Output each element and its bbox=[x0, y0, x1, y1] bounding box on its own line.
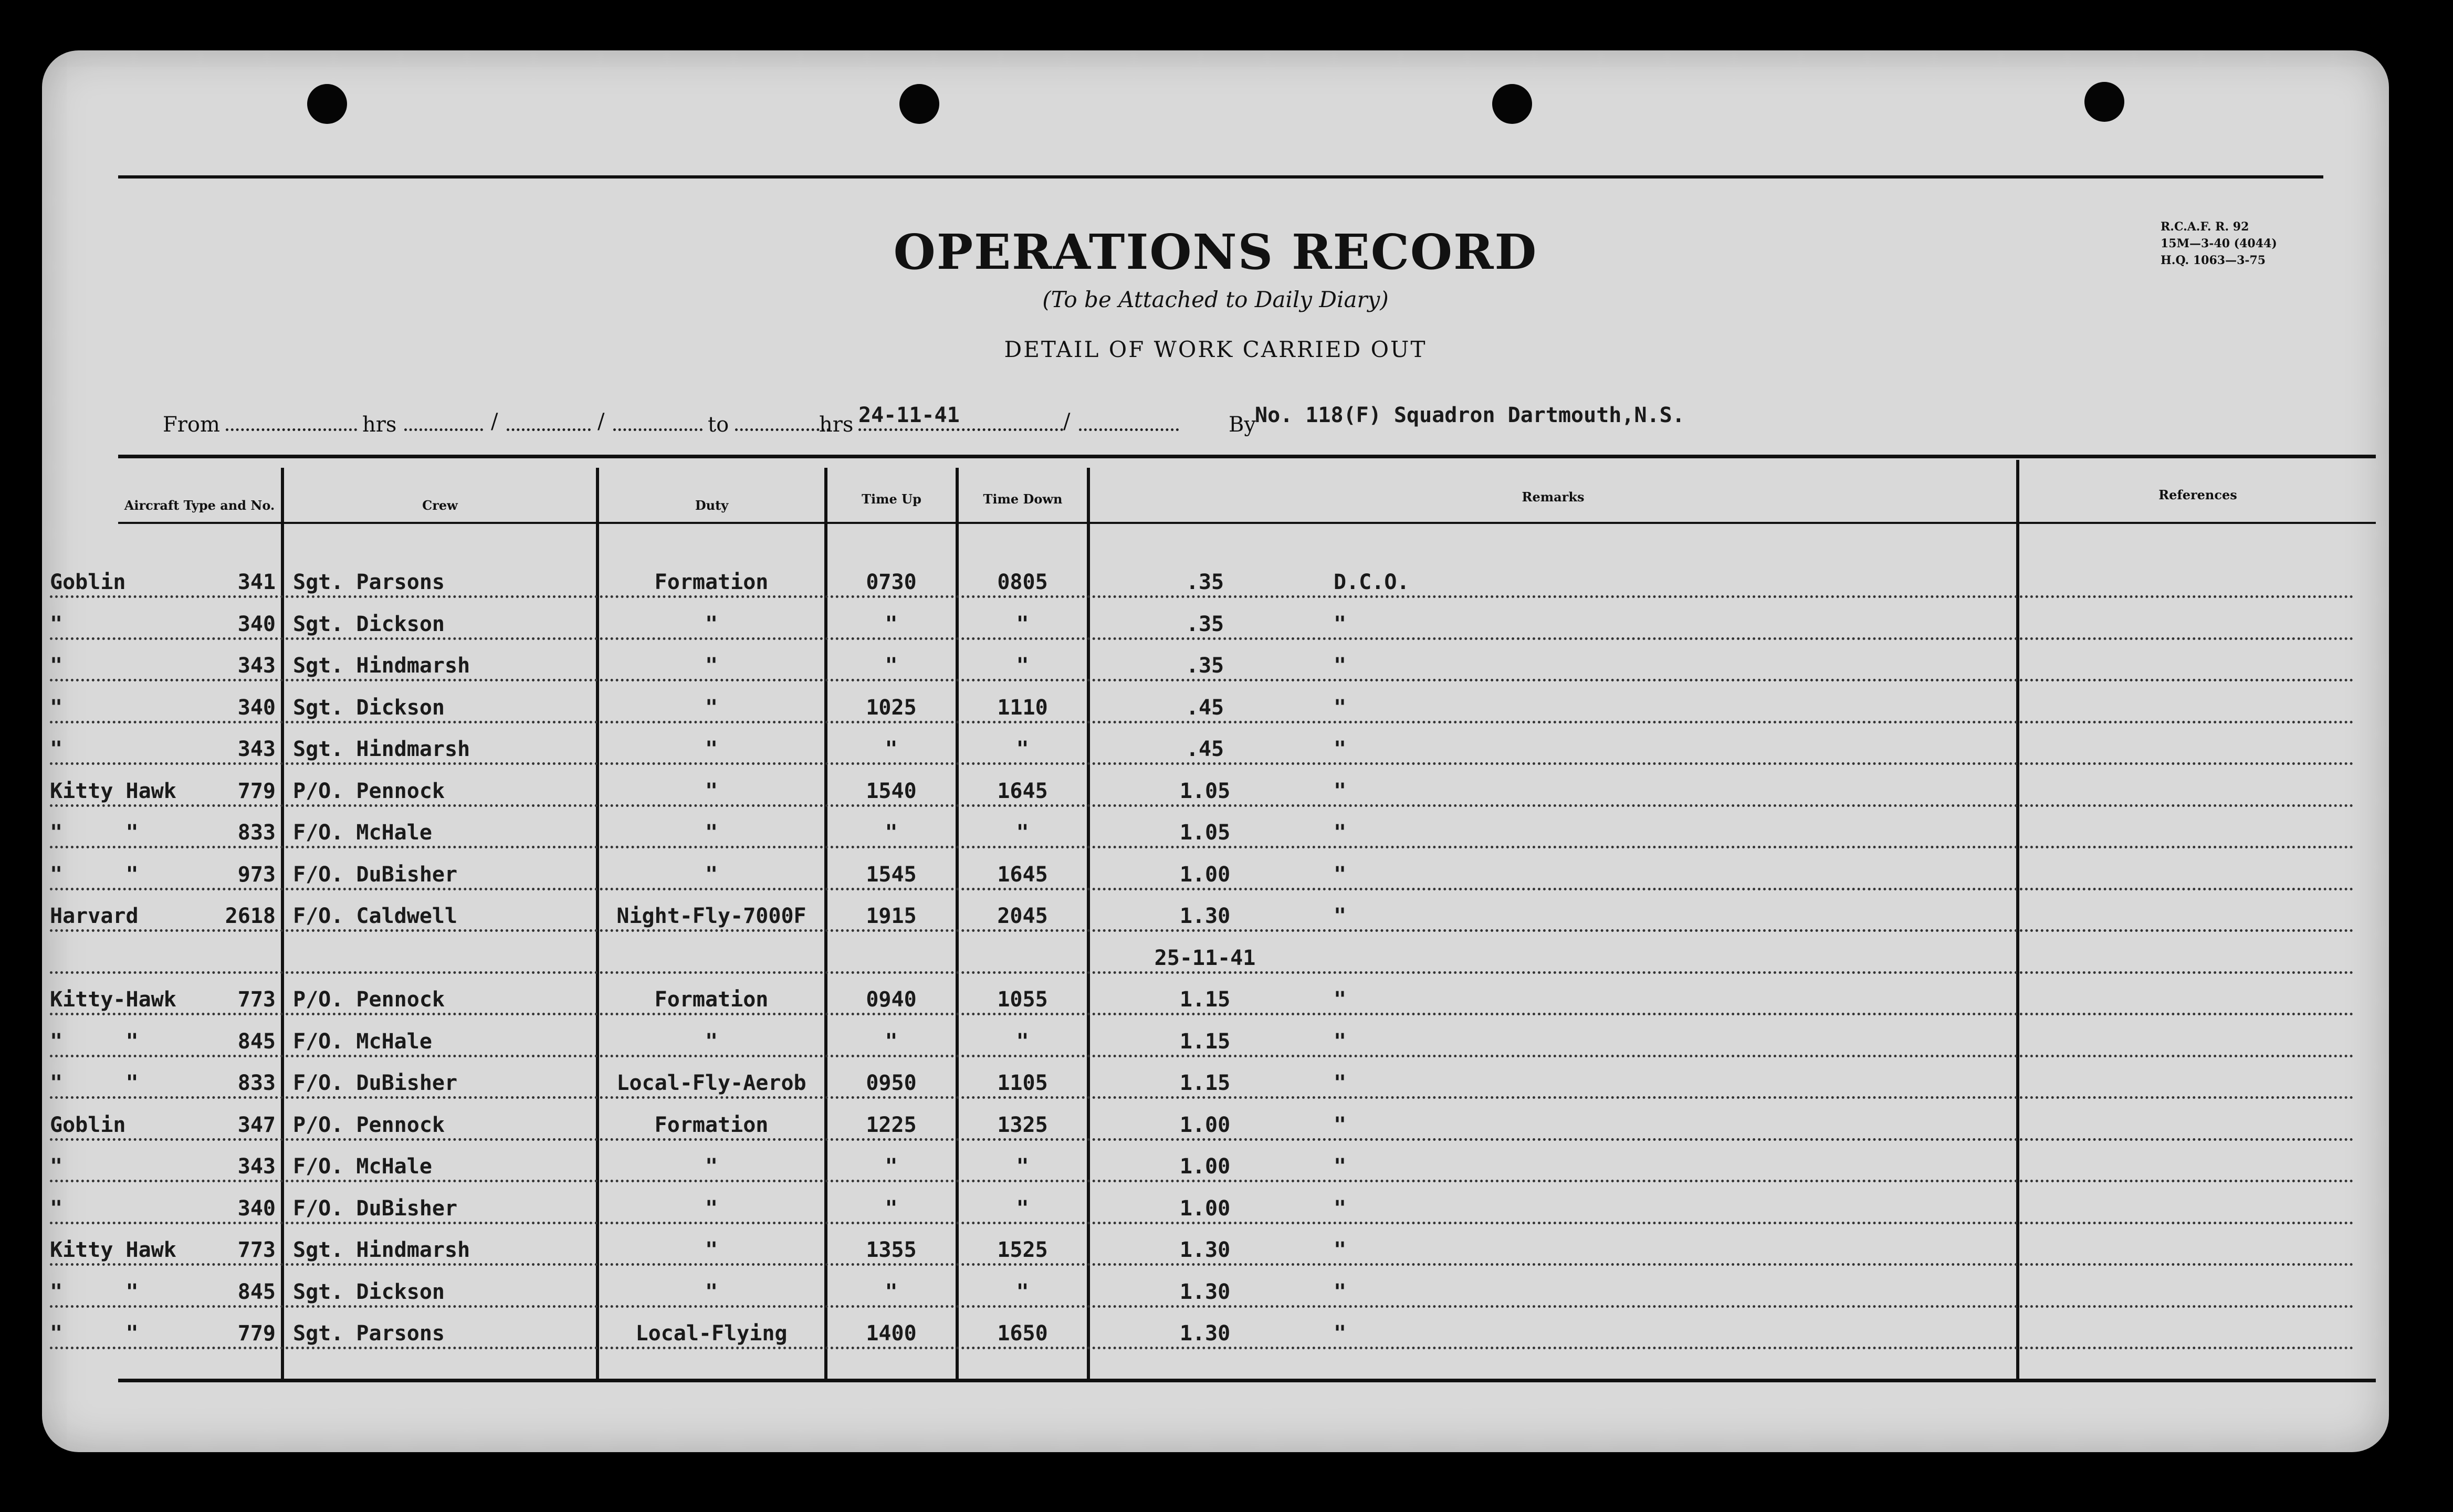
header-rule bbox=[118, 522, 2376, 524]
cell-remark: " bbox=[1334, 695, 1347, 720]
cell-crew: Sgt. Parsons bbox=[293, 1321, 445, 1346]
cell-duty: " bbox=[705, 1154, 718, 1179]
row-dotted-rule bbox=[50, 971, 2355, 974]
cell-no: 347 bbox=[237, 1112, 276, 1137]
cell-up: " bbox=[885, 1196, 898, 1221]
cell-dur: 1.30 bbox=[1179, 1279, 1231, 1304]
cell-type: " " bbox=[50, 1279, 139, 1304]
cell-type: Kitty Hawk bbox=[50, 1238, 176, 1262]
row-dotted-rule bbox=[50, 595, 2355, 598]
cell-crew: F/O. Caldwell bbox=[293, 904, 458, 928]
to-field bbox=[735, 428, 830, 431]
cell-no: 973 bbox=[237, 862, 276, 887]
cell-no: 340 bbox=[237, 612, 276, 636]
cell-down: 1645 bbox=[997, 779, 1048, 803]
cell-down: 1325 bbox=[997, 1112, 1048, 1137]
page-title: OPERATIONS RECORD bbox=[893, 224, 1538, 280]
cell-type: " bbox=[50, 695, 63, 720]
cell-crew: P/O. Pennock bbox=[293, 988, 445, 1012]
cell-up: 0950 bbox=[866, 1071, 917, 1095]
cell-crew: F/O. McHale bbox=[293, 1029, 432, 1054]
from-field bbox=[226, 428, 357, 431]
cell-up: " bbox=[885, 1154, 898, 1179]
cell-crew: F/O. DuBisher bbox=[293, 1071, 458, 1095]
cell-duty: " bbox=[705, 695, 718, 720]
row-dotted-rule bbox=[50, 1305, 2355, 1308]
cell-remark: " bbox=[1334, 779, 1347, 803]
cell-dur: 1.15 bbox=[1179, 988, 1231, 1012]
cell-crew: Sgt. Hindmarsh bbox=[293, 1238, 470, 1262]
cell-remark: " bbox=[1334, 1029, 1347, 1054]
row-dotted-rule bbox=[50, 929, 2355, 932]
cell-duty: " bbox=[705, 737, 718, 761]
from-label: From bbox=[163, 413, 220, 437]
cell-dur: 1.00 bbox=[1179, 1112, 1231, 1137]
hrs-label: hrs bbox=[819, 413, 854, 437]
date-value: 24-11-41 bbox=[858, 403, 960, 427]
cell-crew: Sgt. Dickson bbox=[293, 612, 445, 636]
cell-no: 341 bbox=[237, 570, 276, 594]
cell-dur: 1.00 bbox=[1179, 1196, 1231, 1221]
cell-remark: " bbox=[1334, 612, 1347, 636]
col-sep bbox=[956, 468, 959, 1379]
cell-dur: 1.05 bbox=[1179, 779, 1231, 803]
cell-type: Goblin bbox=[50, 570, 126, 594]
cell-type: " " bbox=[50, 1321, 139, 1346]
cell-up: 1400 bbox=[866, 1321, 917, 1346]
slash: / bbox=[491, 410, 498, 434]
top-rule bbox=[118, 175, 2323, 178]
cell-duty: " bbox=[705, 1029, 718, 1054]
cell-down: " bbox=[1016, 1154, 1029, 1179]
cell-dur: 1.30 bbox=[1179, 1238, 1231, 1262]
cell-duty: Local-Fly-Aerob bbox=[616, 1071, 806, 1095]
cell-dur: .45 bbox=[1186, 695, 1224, 720]
cell-down: 1525 bbox=[997, 1238, 1048, 1262]
header-references: References bbox=[2158, 487, 2237, 502]
cell-dur: 1.05 bbox=[1179, 821, 1231, 845]
cell-no: 2618 bbox=[225, 904, 276, 928]
cell-dur: 1.15 bbox=[1179, 1029, 1231, 1054]
cell-crew: F/O. McHale bbox=[293, 821, 432, 845]
cell-type: " " bbox=[50, 862, 139, 887]
col-sep bbox=[281, 468, 284, 1379]
cell-dur: .45 bbox=[1186, 737, 1224, 761]
cell-duty: " bbox=[705, 821, 718, 845]
cell-no: 833 bbox=[237, 1071, 276, 1095]
cell-duty: Formation bbox=[654, 1112, 769, 1137]
cell-up: 0940 bbox=[866, 988, 917, 1012]
header-time-up: Time Up bbox=[862, 491, 921, 507]
row-dotted-rule bbox=[50, 1180, 2355, 1182]
cell-down: " bbox=[1016, 1279, 1029, 1304]
cell-duty: " bbox=[705, 862, 718, 887]
row-dotted-rule bbox=[50, 1222, 2355, 1224]
col-sep bbox=[596, 468, 599, 1379]
hrs-field bbox=[404, 428, 483, 431]
cell-duty: " bbox=[705, 654, 718, 678]
cell-dur: 25-11-41 bbox=[1154, 946, 1256, 970]
row-dotted-rule bbox=[50, 637, 2355, 640]
table-top-rule bbox=[118, 455, 2376, 458]
cell-remark: " bbox=[1334, 988, 1347, 1012]
cell-up: " bbox=[885, 1029, 898, 1054]
row-dotted-rule bbox=[50, 1263, 2355, 1266]
cell-remark: " bbox=[1334, 1112, 1347, 1137]
punch-hole bbox=[899, 84, 939, 124]
cell-remark: " bbox=[1334, 1279, 1347, 1304]
cell-remark: D.C.O. bbox=[1334, 570, 1410, 594]
date-field bbox=[858, 428, 1063, 431]
cell-up: " bbox=[885, 654, 898, 678]
cell-up: " bbox=[885, 821, 898, 845]
cell-up: 1355 bbox=[866, 1238, 917, 1262]
cell-remark: " bbox=[1334, 904, 1347, 928]
year-field bbox=[613, 428, 703, 431]
cell-down: " bbox=[1016, 612, 1029, 636]
cell-no: 845 bbox=[237, 1279, 276, 1304]
table-bottom-rule bbox=[118, 1379, 2376, 1382]
cell-duty: Formation bbox=[654, 988, 769, 1012]
cell-crew: P/O. Pennock bbox=[293, 779, 445, 803]
cell-duty: " bbox=[705, 612, 718, 636]
header-crew: Crew bbox=[422, 498, 458, 513]
cell-type: Kitty Hawk bbox=[50, 779, 176, 803]
cell-crew: F/O. McHale bbox=[293, 1154, 432, 1179]
row-dotted-rule bbox=[50, 1096, 2355, 1099]
cell-no: 845 bbox=[237, 1029, 276, 1054]
cell-remark: " bbox=[1334, 1196, 1347, 1221]
day-field bbox=[507, 428, 591, 431]
cell-up: 0730 bbox=[866, 570, 917, 594]
cell-no: 773 bbox=[237, 1238, 276, 1262]
cell-no: 340 bbox=[237, 695, 276, 720]
hrs-label: hrs bbox=[362, 413, 397, 437]
cell-remark: " bbox=[1334, 654, 1347, 678]
cell-dur: 1.15 bbox=[1179, 1071, 1231, 1095]
cell-down: 1650 bbox=[997, 1321, 1048, 1346]
cell-crew: F/O. DuBisher bbox=[293, 862, 458, 887]
row-dotted-rule bbox=[50, 762, 2355, 765]
cell-no: 343 bbox=[237, 1154, 276, 1179]
cell-down: " bbox=[1016, 821, 1029, 845]
cell-no: 773 bbox=[237, 988, 276, 1012]
cell-dur: .35 bbox=[1186, 570, 1224, 594]
row-dotted-rule bbox=[50, 721, 2355, 723]
cell-down: 2045 bbox=[997, 904, 1048, 928]
cell-down: 1110 bbox=[997, 695, 1048, 720]
cell-down: " bbox=[1016, 737, 1029, 761]
col-sep bbox=[1087, 468, 1090, 1379]
row-dotted-rule bbox=[50, 1013, 2355, 1015]
cell-no: 343 bbox=[237, 654, 276, 678]
by-label: By bbox=[1229, 413, 1256, 437]
squadron-value: No. 118(F) Squadron Dartmouth,N.S. bbox=[1255, 403, 1685, 427]
row-dotted-rule bbox=[50, 1138, 2355, 1141]
cell-type: Kitty-Hawk bbox=[50, 988, 176, 1012]
cell-remark: " bbox=[1334, 1238, 1347, 1262]
col-sep bbox=[824, 468, 827, 1379]
cell-no: 343 bbox=[237, 737, 276, 761]
cell-down: 1105 bbox=[997, 1071, 1048, 1095]
cell-type: " bbox=[50, 1196, 63, 1221]
slash: / bbox=[1063, 410, 1071, 434]
punch-hole bbox=[307, 84, 347, 124]
slash: / bbox=[597, 410, 605, 434]
header-time-down: Time Down bbox=[983, 491, 1063, 507]
cell-crew: Sgt. Hindmarsh bbox=[293, 654, 470, 678]
cell-dur: .35 bbox=[1186, 654, 1224, 678]
row-dotted-rule bbox=[50, 846, 2355, 848]
cell-remark: " bbox=[1334, 862, 1347, 887]
cell-down: 1645 bbox=[997, 862, 1048, 887]
row-dotted-rule bbox=[50, 888, 2355, 890]
record-card bbox=[42, 50, 2389, 1452]
page-subtitle: (To be Attached to Daily Diary) bbox=[1042, 287, 1389, 312]
cell-down: " bbox=[1016, 1196, 1029, 1221]
cell-duty: " bbox=[705, 1279, 718, 1304]
cell-type: " bbox=[50, 1154, 63, 1179]
cell-up: 1225 bbox=[866, 1112, 917, 1137]
cell-no: 833 bbox=[237, 821, 276, 845]
cell-up: " bbox=[885, 1279, 898, 1304]
cell-down: 1055 bbox=[997, 988, 1048, 1012]
cell-type: " bbox=[50, 612, 63, 636]
cell-crew: P/O. Pennock bbox=[293, 1112, 445, 1137]
cell-dur: 1.00 bbox=[1179, 862, 1231, 887]
cell-duty: " bbox=[705, 1196, 718, 1221]
date2-field bbox=[1079, 428, 1179, 431]
cell-down: 0805 bbox=[997, 570, 1048, 594]
cell-no: 779 bbox=[237, 1321, 276, 1346]
cell-remark: " bbox=[1334, 1071, 1347, 1095]
cell-crew: Sgt. Dickson bbox=[293, 1279, 445, 1304]
cell-dur: 1.30 bbox=[1179, 1321, 1231, 1346]
cell-crew: Sgt. Parsons bbox=[293, 570, 445, 594]
to-label: to bbox=[708, 413, 729, 437]
cell-duty: Night-Fly-7000F bbox=[616, 904, 806, 928]
cell-up: 1025 bbox=[866, 695, 917, 720]
cell-dur: 1.30 bbox=[1179, 904, 1231, 928]
cell-remark: " bbox=[1334, 1154, 1347, 1179]
header-aircraft: Aircraft Type and No. bbox=[124, 498, 275, 513]
cell-up: 1545 bbox=[866, 862, 917, 887]
cell-down: " bbox=[1016, 654, 1029, 678]
cell-up: " bbox=[885, 737, 898, 761]
cell-type: Harvard bbox=[50, 904, 139, 928]
punch-hole bbox=[1492, 84, 1532, 124]
cell-duty: " bbox=[705, 779, 718, 803]
row-dotted-rule bbox=[50, 1055, 2355, 1057]
cell-type: " " bbox=[50, 821, 139, 845]
cell-type: Goblin bbox=[50, 1112, 126, 1137]
cell-remark: " bbox=[1334, 821, 1347, 845]
cell-duty: Formation bbox=[654, 570, 769, 594]
cell-up: " bbox=[885, 612, 898, 636]
cell-crew: Sgt. Hindmarsh bbox=[293, 737, 470, 761]
cell-crew: F/O. DuBisher bbox=[293, 1196, 458, 1221]
cell-dur: .35 bbox=[1186, 612, 1224, 636]
cell-type: " bbox=[50, 737, 63, 761]
cell-up: 1915 bbox=[866, 904, 917, 928]
cell-crew: Sgt. Dickson bbox=[293, 695, 445, 720]
row-dotted-rule bbox=[50, 1347, 2355, 1349]
cell-no: 779 bbox=[237, 779, 276, 803]
cell-type: " " bbox=[50, 1029, 139, 1054]
punch-hole bbox=[2084, 82, 2124, 122]
cell-type: " " bbox=[50, 1071, 139, 1095]
cell-no: 340 bbox=[237, 1196, 276, 1221]
cell-down: " bbox=[1016, 1029, 1029, 1054]
cell-remark: " bbox=[1334, 737, 1347, 761]
row-dotted-rule bbox=[50, 804, 2355, 807]
cell-duty: " bbox=[705, 1238, 718, 1262]
row-dotted-rule bbox=[50, 679, 2355, 681]
cell-remark: " bbox=[1334, 1321, 1347, 1346]
header-duty: Duty bbox=[695, 498, 729, 513]
cell-up: 1540 bbox=[866, 779, 917, 803]
cell-type: " bbox=[50, 654, 63, 678]
cell-duty: Local-Flying bbox=[635, 1321, 788, 1346]
header-remarks: Remarks bbox=[1522, 489, 1585, 505]
cell-dur: 1.00 bbox=[1179, 1154, 1231, 1179]
page-detail: DETAIL OF WORK CARRIED OUT bbox=[1004, 337, 1427, 362]
form-code: R.C.A.F. R. 92 15M—3-40 (4044) H.Q. 1063—3-75 bbox=[2161, 220, 2277, 267]
